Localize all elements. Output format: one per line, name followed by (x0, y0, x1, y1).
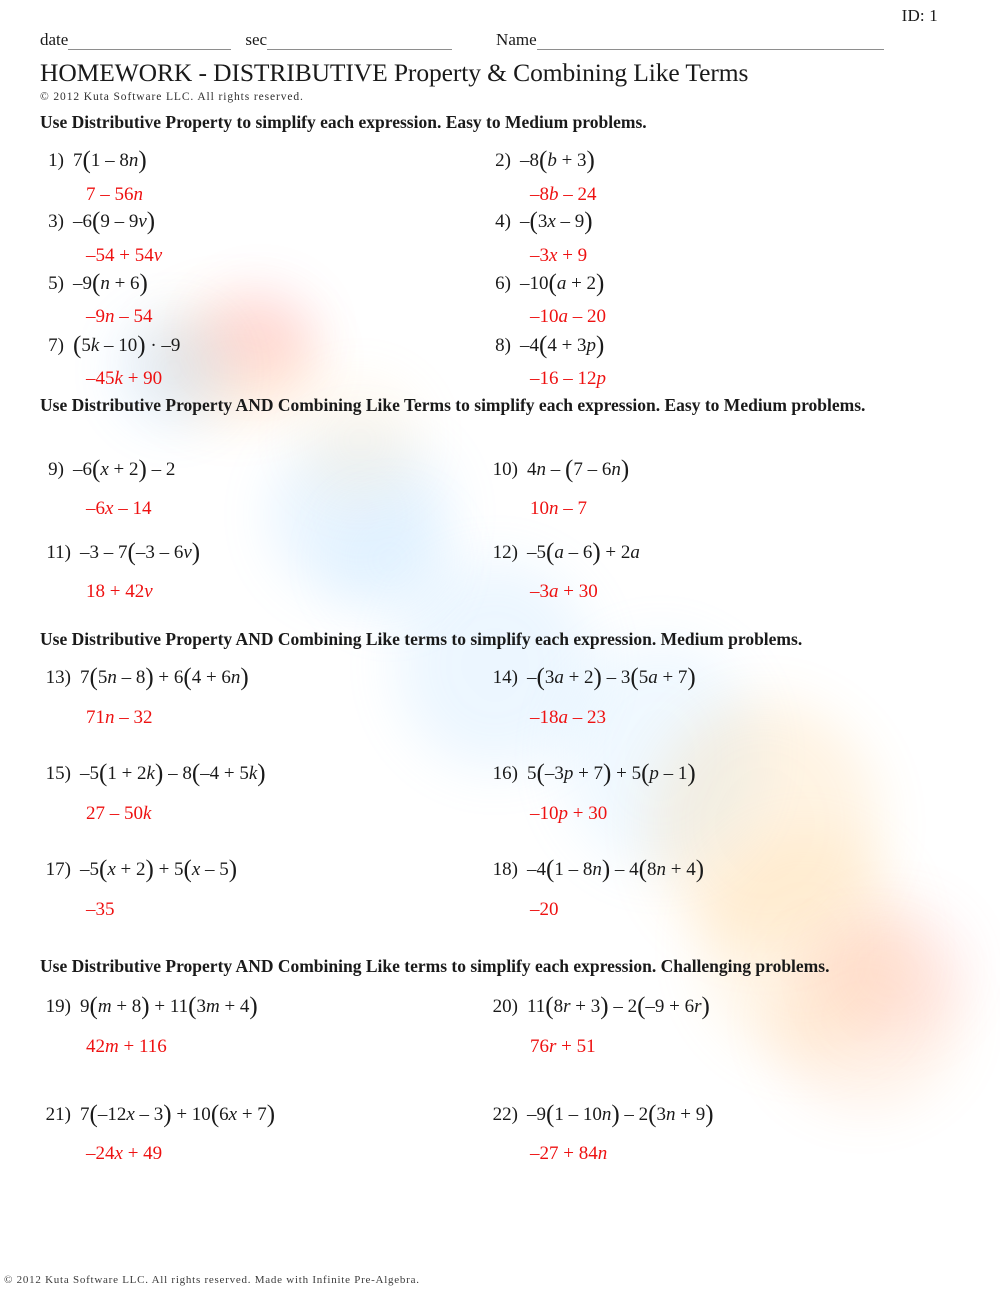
section-heading-4: Use Distributive Property AND Combining Like terms to simplify each expression. Challenging problems. (40, 956, 830, 976)
problem-13 (40, 664, 249, 691)
problem-20 (487, 993, 710, 1020)
problem-expression: –5(x + 2) + 5(x – 5) (80, 856, 238, 883)
problem-number: 21) (45, 1104, 71, 1125)
problem-number: 12) (492, 542, 518, 563)
problem-number: 17) (45, 859, 71, 880)
problem-expression: –10(a + 2) (520, 270, 605, 297)
problem-number: 7) (48, 335, 64, 356)
problem-1 (40, 147, 147, 174)
problem-10 (487, 456, 630, 483)
problem-17 (40, 856, 238, 883)
answer-9: –6x – 14 (86, 498, 152, 519)
answer-20: 76r + 51 (530, 1036, 596, 1057)
problem-22 (487, 1101, 714, 1128)
problem-expression: 7(–12x – 3) + 10(6x + 7) (80, 1101, 276, 1128)
problem-expression: –(3x – 9) (520, 208, 593, 235)
problem-7 (40, 332, 181, 359)
answer-8: –16 – 12p (530, 368, 606, 389)
sec-label: sec (245, 30, 268, 49)
answer-18: –20 (530, 899, 559, 920)
section-heading-2: Use Distributive Property AND Combining Like Terms to simplify each expression. Easy to Medium problems. (40, 395, 866, 415)
answer-22: –27 + 84n (530, 1143, 608, 1164)
problem-6 (487, 270, 605, 297)
worksheet-id: ID: 1 (901, 6, 938, 25)
answer-6: –10a – 20 (530, 306, 606, 327)
problem-18 (487, 856, 705, 883)
answer-17: –35 (86, 899, 115, 920)
page-footer: © 2012 Kuta Software LLC. All rights reserved. Made with Infinite Pre-Algebra. (4, 1274, 420, 1286)
problem-12 (487, 539, 640, 566)
problem-number: 18) (492, 859, 518, 880)
problem-expression: 4n – (7 – 6n) (527, 456, 630, 483)
sec-field[interactable] (245, 30, 452, 50)
problem-expression: –4(4 + 3p) (520, 332, 605, 359)
problem-number: 22) (492, 1104, 518, 1125)
problem-expression: –5(a – 6) + 2a (527, 539, 640, 566)
date-label: date (40, 30, 69, 49)
name-input-rule[interactable] (537, 34, 884, 50)
problem-number: 5) (48, 273, 64, 294)
worksheet-title: HOMEWORK - DISTRIBUTIVE Property & Combining Like Terms (40, 58, 749, 87)
name-field[interactable] (496, 30, 884, 50)
problem-number: 2) (495, 150, 511, 171)
student-info-row (40, 26, 940, 50)
problem-expression: 5(–3p + 7) + 5(p – 1) (527, 760, 696, 787)
problem-number: 3) (48, 211, 64, 232)
answer-12: –3a + 30 (530, 581, 598, 602)
problem-number: 9) (48, 459, 64, 480)
problem-expression: –3 – 7(–3 – 6v) (80, 539, 201, 566)
problem-number: 14) (492, 667, 518, 688)
problem-3 (40, 208, 156, 235)
problem-expression: (5k – 10) · –9 (73, 332, 181, 359)
problem-expression: –9(1 – 10n) – 2(3n + 9) (527, 1101, 714, 1128)
problem-number: 8) (495, 335, 511, 356)
problem-expression: 7(5n – 8) + 6(4 + 6n) (80, 664, 249, 691)
problem-number: 11) (46, 542, 71, 563)
answer-2: –8b – 24 (530, 184, 597, 205)
name-label: Name (496, 30, 537, 49)
answer-16: –10p + 30 (530, 803, 608, 824)
answer-19: 42m + 116 (86, 1036, 167, 1057)
section-heading-1: Use Distributive Property to simplify each expression. Easy to Medium problems. (40, 112, 647, 132)
problem-expression: –4(1 – 8n) – 4(8n + 4) (527, 856, 705, 883)
problem-expression: –8(b + 3) (520, 147, 595, 174)
problem-expression: 11(8r + 3) – 2(–9 + 6r) (527, 993, 710, 1020)
problem-19 (40, 993, 258, 1020)
problem-number: 20) (492, 996, 518, 1017)
problem-expression: 9(m + 8) + 11(3m + 4) (80, 993, 258, 1020)
answer-5: –9n – 54 (86, 306, 153, 327)
problem-expression: –9(n + 6) (73, 270, 148, 297)
answer-1: 7 – 56n (86, 184, 143, 205)
answer-21: –24x + 49 (86, 1143, 163, 1164)
answer-14: –18a – 23 (530, 707, 606, 728)
problem-4 (487, 208, 593, 235)
answer-4: –3x + 9 (530, 245, 588, 266)
problem-11 (40, 539, 201, 566)
problem-number: 13) (45, 667, 71, 688)
copyright-notice-top: © 2012 Kuta Software LLC. All rights reserved. (40, 91, 304, 103)
problem-number: 10) (492, 459, 518, 480)
problem-number: 15) (45, 763, 71, 784)
problem-number: 19) (45, 996, 71, 1017)
problem-expression: –5(1 + 2k) – 8(–4 + 5k) (80, 760, 266, 787)
answer-13: 71n – 32 (86, 707, 153, 728)
problem-16 (487, 760, 696, 787)
problem-number: 4) (495, 211, 511, 232)
answer-15: 27 – 50k (86, 803, 152, 824)
sec-input-rule[interactable] (267, 34, 452, 50)
problem-number: 6) (495, 273, 511, 294)
section-heading-3: Use Distributive Property AND Combining Like terms to simplify each expression. Medium problems. (40, 629, 803, 649)
date-field[interactable] (40, 30, 231, 50)
problem-number: 16) (492, 763, 518, 784)
problem-21 (40, 1101, 276, 1128)
problem-9 (40, 456, 176, 483)
problem-14 (487, 664, 696, 691)
problem-expression: –6(x + 2) – 2 (73, 456, 176, 483)
problem-expression: –6(9 – 9v) (73, 208, 156, 235)
problem-5 (40, 270, 148, 297)
answer-10: 10n – 7 (530, 498, 587, 519)
problem-8 (487, 332, 605, 359)
problem-number: 1) (48, 150, 64, 171)
answer-11: 18 + 42v (86, 581, 153, 602)
problem-expression: 7(1 – 8n) (73, 147, 147, 174)
problem-expression: –(3a + 2) – 3(5a + 7) (527, 664, 696, 691)
answer-3: –54 + 54v (86, 245, 163, 266)
answer-7: –45k + 90 (86, 368, 163, 389)
problem-15 (40, 760, 266, 787)
date-input-rule[interactable] (68, 34, 231, 50)
problem-2 (487, 147, 595, 174)
